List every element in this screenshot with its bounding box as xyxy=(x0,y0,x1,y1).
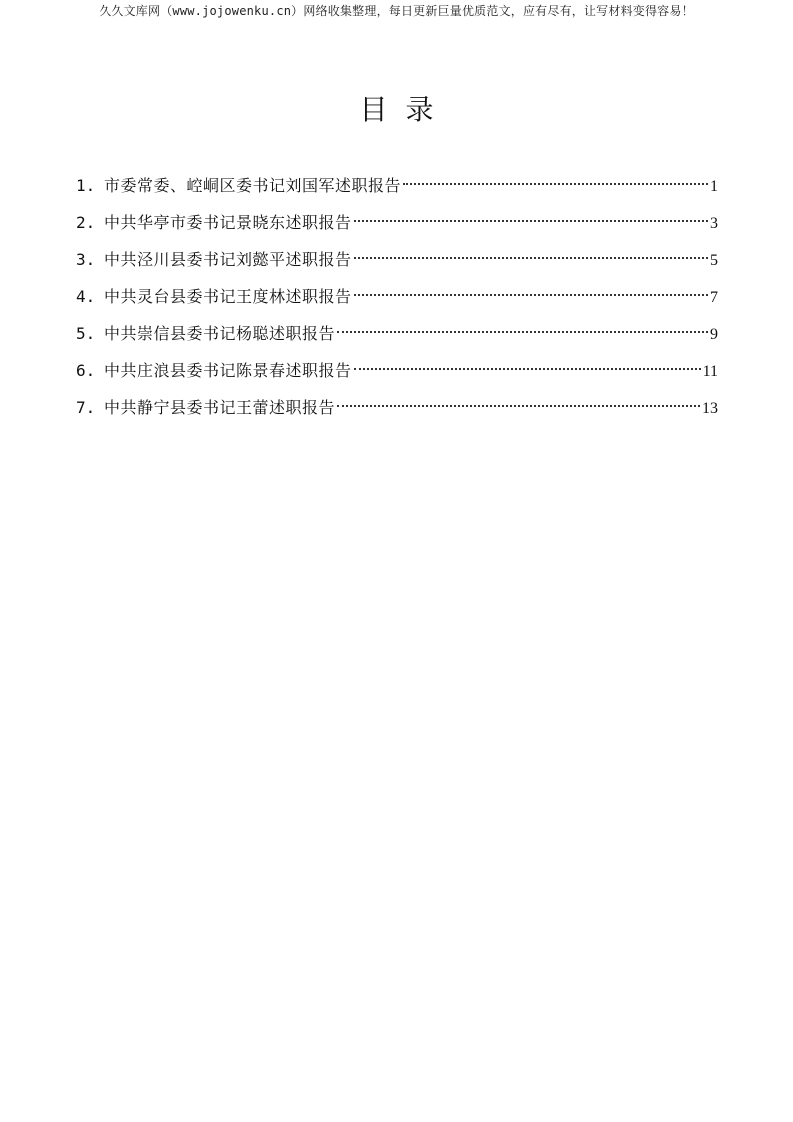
toc-dot-leader xyxy=(337,330,708,333)
toc-dot-leader xyxy=(354,293,708,296)
header-note: 久久文库网（www.jojowenku.cn）网络收集整理，每日更新巨量优质范文，应有尽有，让写材料变得容易！ xyxy=(99,4,694,18)
toc-dot-leader xyxy=(403,182,708,185)
toc-entry[interactable] xyxy=(76,357,718,394)
toc-entry-title: 中共灵台县委书记王度林述职报告 xyxy=(104,287,352,306)
toc-entry-title: 中共庄浪县委书记陈景春述职报告 xyxy=(104,361,352,380)
toc-entry[interactable] xyxy=(76,172,718,209)
toc-dot-leader xyxy=(337,404,700,407)
page-title: 目录 xyxy=(359,93,452,126)
toc-entry[interactable] xyxy=(76,394,718,431)
toc-entry[interactable] xyxy=(76,246,718,283)
toc-entry-page: 3 xyxy=(710,215,718,232)
toc-entry-number: 5. xyxy=(76,324,96,343)
toc-dot-leader xyxy=(354,367,701,370)
toc-entry[interactable] xyxy=(76,283,718,320)
toc-entry[interactable] xyxy=(76,209,718,246)
toc-entry-title: 中共崇信县委书记杨聪述职报告 xyxy=(104,324,336,343)
toc-entry-title: 中共静宁县委书记王蕾述职报告 xyxy=(104,398,336,417)
toc-entry-page: 1 xyxy=(710,178,718,195)
toc-entry-page: 5 xyxy=(710,252,718,269)
toc-entry-page: 11 xyxy=(702,363,718,380)
toc-entry-number: 1. xyxy=(76,176,96,195)
toc-dot-leader xyxy=(354,256,708,259)
toc-dot-leader xyxy=(354,219,708,222)
toc-entry-number: 4. xyxy=(76,287,96,306)
toc-entry[interactable] xyxy=(76,320,718,357)
table-of-contents xyxy=(76,172,718,431)
toc-entry-number: 2. xyxy=(76,213,96,232)
toc-entry-number: 3. xyxy=(76,250,96,269)
toc-entry-number: 7. xyxy=(76,398,96,417)
toc-entry-page: 13 xyxy=(702,400,718,417)
toc-entry-title: 市委常委、崆峒区委书记刘国军述职报告 xyxy=(104,176,402,195)
toc-entry-title: 中共泾川县委书记刘懿平述职报告 xyxy=(104,250,352,269)
toc-entry-title: 中共华亭市委书记景晓东述职报告 xyxy=(104,213,352,232)
toc-entry-number: 6. xyxy=(76,361,96,380)
toc-entry-page: 7 xyxy=(710,289,718,306)
toc-entry-page: 9 xyxy=(710,326,718,343)
